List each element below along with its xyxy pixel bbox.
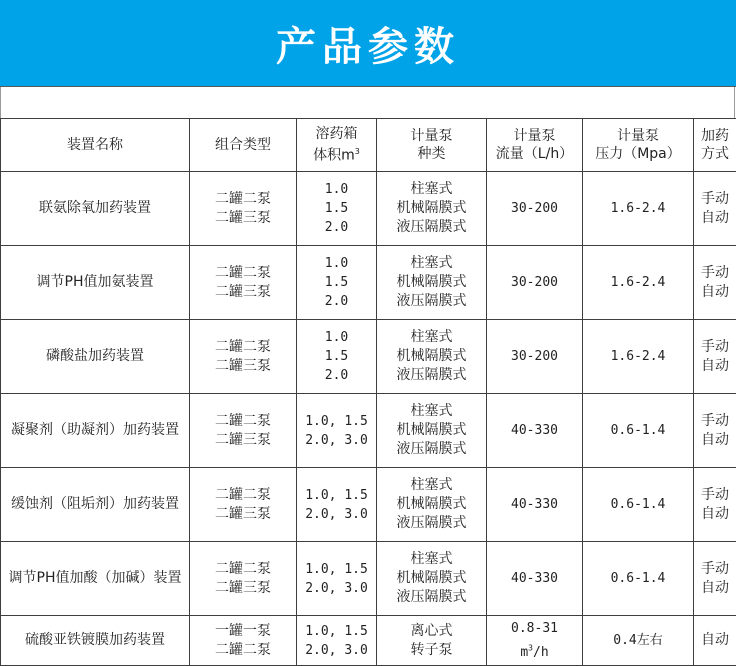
- page-title: 产品参数: [276, 15, 460, 72]
- cell-pressure: 1.6-2.4: [583, 320, 694, 394]
- cell-volume: 1.0 1.5 2.0: [297, 320, 377, 394]
- header-flow: 计量泵 流量（L/h）: [487, 119, 583, 172]
- table-row: [1, 616, 736, 666]
- cell-flow: [487, 616, 583, 666]
- cell-combo: 二罐二泵 二罐三泵: [190, 172, 297, 246]
- table-row: [1, 246, 736, 320]
- cell-flow: 40-330: [487, 468, 583, 542]
- cell-volume: 1.0 1.5 2.0: [297, 172, 377, 246]
- flow-value: 0.8-31: [511, 621, 558, 636]
- cell-mode: 手动 自动: [694, 468, 736, 542]
- cell-flow: 30-200: [487, 320, 583, 394]
- cell-name: 缓蚀剂（阻垢剂）加药装置: [1, 468, 190, 542]
- cell-flow: 30-200: [487, 246, 583, 320]
- header-mode: 加药 方式: [694, 119, 736, 172]
- cell-pressure: 1.6-2.4: [583, 246, 694, 320]
- cell-pump-type: 柱塞式 机械隔膜式 液压隔膜式: [377, 394, 487, 468]
- header-volume: 溶药箱 体积$m^3$: [297, 119, 377, 172]
- cell-combo: 二罐二泵 二罐三泵: [190, 320, 297, 394]
- cell-pressure: 1.6-2.4: [583, 172, 694, 246]
- cell-volume: 1.0, 1.5 2.0, 3.0: [297, 542, 377, 616]
- header-name: 装置名称: [1, 119, 190, 172]
- cell-name: 硫酸亚铁镀膜加药装置: [1, 616, 190, 666]
- cell-combo: 二罐二泵 二罐三泵: [190, 246, 297, 320]
- cell-combo: 二罐二泵 二罐三泵: [190, 394, 297, 468]
- cell-pump-type: 柱塞式 机械隔膜式 液压隔膜式: [377, 542, 487, 616]
- cell-flow: 30-200: [487, 172, 583, 246]
- cell-name: 磷酸盐加药装置: [1, 320, 190, 394]
- cell-pump-type: 柱塞式 机械隔膜式 液压隔膜式: [377, 320, 487, 394]
- cell-name: 调节PH值加酸（加碱）装置: [1, 542, 190, 616]
- cell-mode: 自动: [694, 616, 736, 666]
- cell-pressure: 0.4左右: [583, 616, 694, 666]
- table-row: [1, 172, 736, 246]
- flow-unit: $m^3/h$: [520, 645, 548, 660]
- cell-combo: 一罐一泵 二罐二泵: [190, 616, 297, 666]
- cell-volume: 1.0, 1.5 2.0, 3.0: [297, 616, 377, 666]
- cell-pressure: 0.6-1.4: [583, 468, 694, 542]
- table-row: [1, 394, 736, 468]
- title-banner: [0, 0, 736, 87]
- header-row: [1, 119, 736, 172]
- cell-pump-type: 离心式 转子泵: [377, 616, 487, 666]
- cell-combo: 二罐二泵 二罐三泵: [190, 542, 297, 616]
- cell-mode: 手动 自动: [694, 542, 736, 616]
- cell-pump-type: 柱塞式 机械隔膜式 液压隔膜式: [377, 172, 487, 246]
- cell-mode: 手动 自动: [694, 320, 736, 394]
- header-pump-type: 计量泵 种类: [377, 119, 487, 172]
- cell-pump-type: 柱塞式 机械隔膜式 液压隔膜式: [377, 246, 487, 320]
- header-combo: 组合类型: [190, 119, 297, 172]
- cell-name: 调节PH值加氨装置: [1, 246, 190, 320]
- cell-pressure: 0.6-1.4: [583, 542, 694, 616]
- cell-mode: 手动 自动: [694, 172, 736, 246]
- table-row: [1, 542, 736, 616]
- cell-name: 凝聚剂（助凝剂）加药装置: [1, 394, 190, 468]
- cell-flow: 40-330: [487, 542, 583, 616]
- header-pressure: 计量泵 压力（Mpa）: [583, 119, 694, 172]
- cell-flow: 40-330: [487, 394, 583, 468]
- cell-pump-type: 柱塞式 机械隔膜式 液压隔膜式: [377, 468, 487, 542]
- table-row: [1, 468, 736, 542]
- spacer-row: [0, 87, 735, 118]
- cell-name: 联氨除氧加药装置: [1, 172, 190, 246]
- cell-volume: 1.0, 1.5 2.0, 3.0: [297, 468, 377, 542]
- cell-mode: 手动 自动: [694, 394, 736, 468]
- cell-volume: 1.0, 1.5 2.0, 3.0: [297, 394, 377, 468]
- cell-volume: 1.0 1.5 2.0: [297, 246, 377, 320]
- cell-combo: 二罐二泵 二罐三泵: [190, 468, 297, 542]
- parameter-table: [0, 118, 736, 666]
- cell-pressure: 0.6-1.4: [583, 394, 694, 468]
- table-row: [1, 320, 736, 394]
- cell-mode: 手动 自动: [694, 246, 736, 320]
